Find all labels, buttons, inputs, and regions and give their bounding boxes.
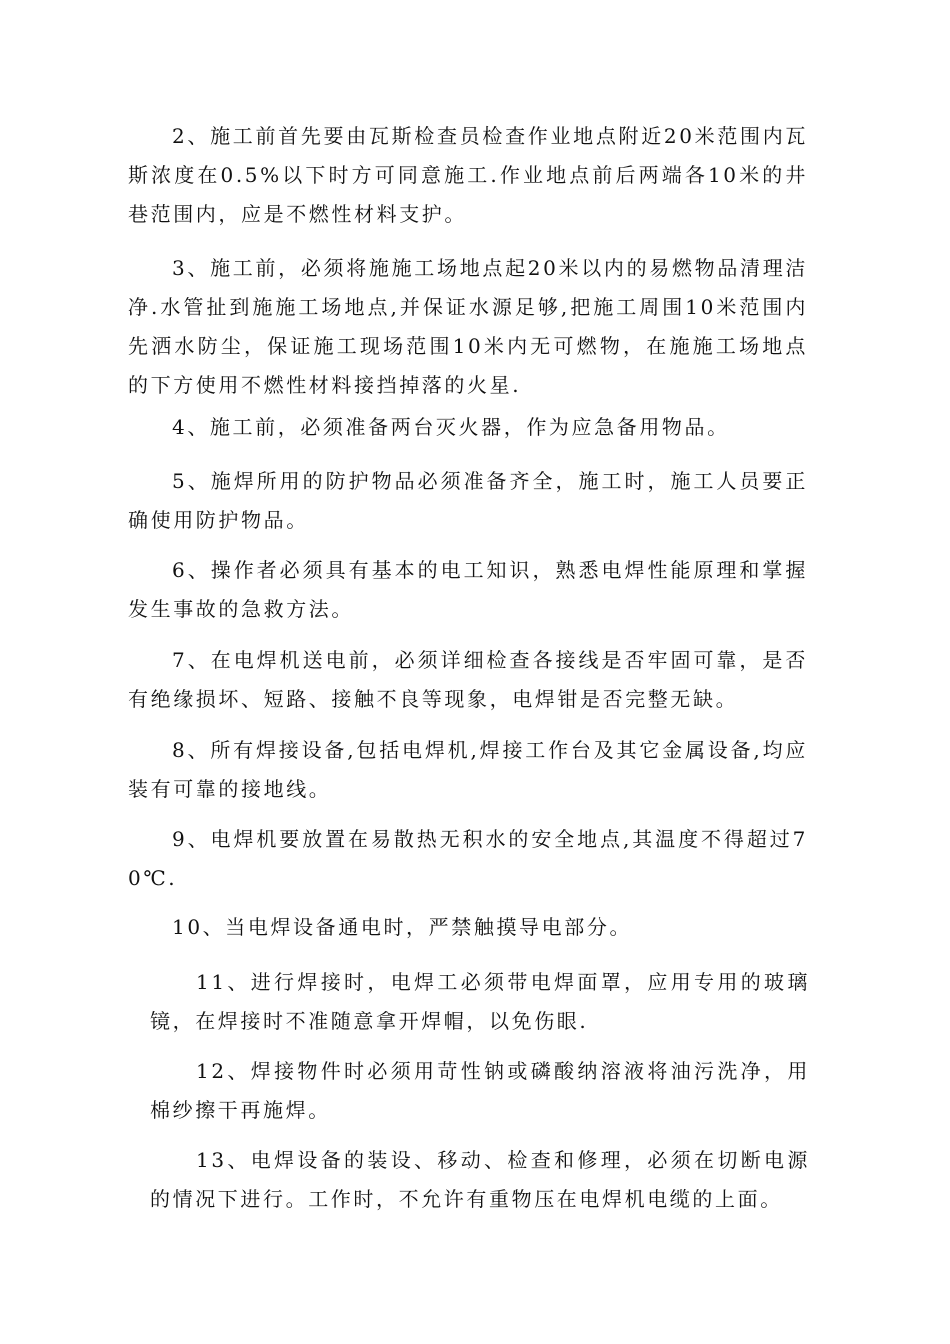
paragraph-item-6: 6、操作者必须具有基本的电工知识，熟悉电焊性能原理和掌握发生事故的急救方法。 [128,558,808,621]
paragraph-item-12: 12、焊接物件时必须用苛性钠或磷酸纳溶液将油污洗净，用棉纱擦干再施焊。 [150,1059,810,1122]
paragraph-item-11: 11、进行焊接时，电焊工必须带电焊面罩，应用专用的玻璃镜，在焊接时不准随意拿开焊帽，以免伤眼. [150,970,810,1033]
paragraph-item-2: 2、施工前首先要由瓦斯检查员检查作业地点附近20米范围内瓦斯浓度在0.5%以下时方可同意施工.作业地点前后两端各10米的井巷范围内，应是不燃性材料支护。 [128,124,808,226]
paragraph-item-8: 8、所有焊接设备,包括电焊机,焊接工作台及其它金属设备,均应装有可靠的接地线。 [128,738,808,801]
paragraph-item-4: 4、施工前，必须准备两台灭火器，作为应急备用物品。 [172,415,730,439]
paragraph-item-9: 9、电焊机要放置在易散热无积水的安全地点,其温度不得超过70℃. [128,827,808,890]
paragraph-item-5: 5、施焊所用的防护物品必须准备齐全，施工时，施工人员要正确使用防护物品。 [128,469,808,532]
paragraph-item-7: 7、在电焊机送电前，必须详细检查各接线是否牢固可靠，是否有绝缘损坏、短路、接触不良等现象，电焊钳是否完整无缺。 [128,648,808,711]
paragraph-item-13: 13、电焊设备的装设、移动、检查和修理，必须在切断电源的情况下进行。工作时，不允许有重物压在电焊机电缆的上面。 [150,1148,810,1211]
paragraph-item-10: 10、当电焊设备通电时，严禁触摸导电部分。 [172,915,633,939]
paragraph-item-3: 3、施工前，必须将施施工场地点起20米以内的易燃物品清理洁净.水管扯到施施工场地点,并保证水源足够,把施工周围10米范围内先洒水防尘，保证施工现场范围10米内无可燃物，在施施工场地点的下方使用不燃性材料接挡掉落的火星. [128,256,808,397]
